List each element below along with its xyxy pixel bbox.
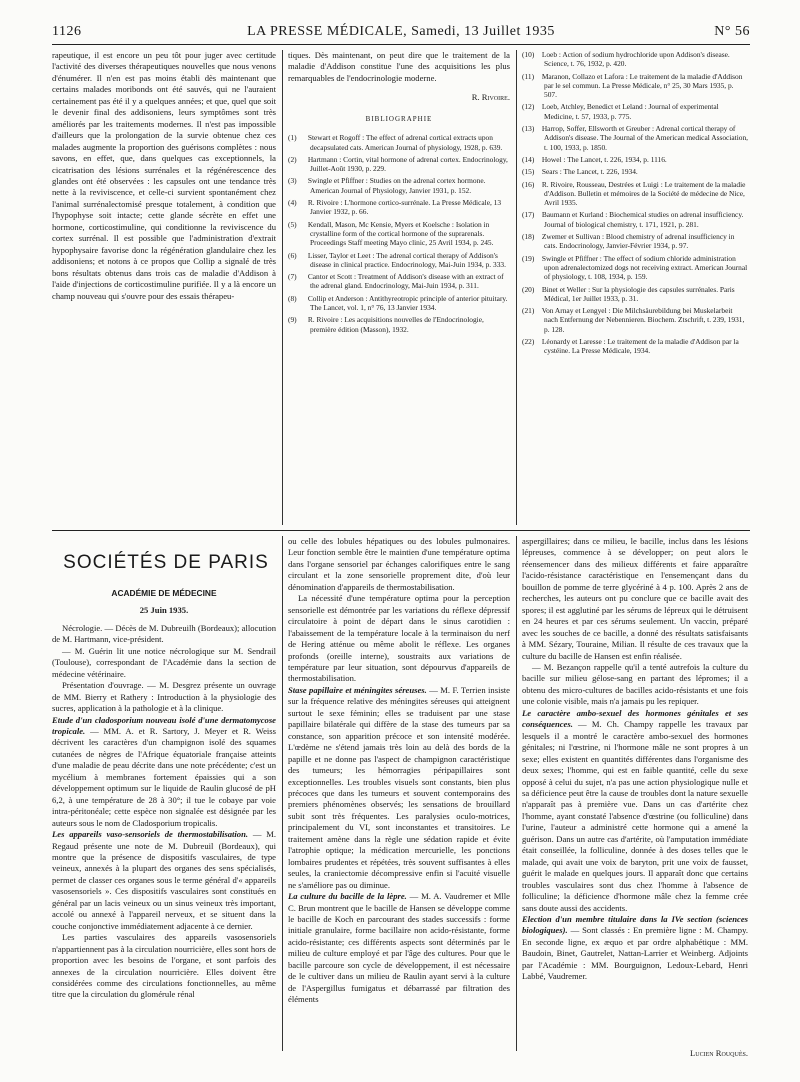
reference-text: Collip et Anderson : Antithyreotropic principle of anterior pituitary. The Lancet, vol. 1, n° 76, 13 Janvier 1934. bbox=[306, 293, 508, 313]
reference-number: (15) bbox=[522, 167, 535, 177]
bibliography-entry bbox=[522, 102, 748, 121]
reference-number: (20) bbox=[522, 284, 535, 294]
reference-text: Baumann et Kurland : Biochemical studies on adrenal insufficiency. Journal of biological chemistry, t. 171, 1921, p. 281. bbox=[540, 210, 744, 229]
reference-text: Howel : The Lancet, t. 226, 1934, p. 1116. bbox=[540, 154, 667, 164]
reference-text: Swingle et Pfiffner : The effect of sodium chloride administration upon adrenalectomized dogs not receiving extract. American Journal of physiology, t. 108, 1934, p. 159. bbox=[540, 253, 748, 282]
report-paragraph bbox=[52, 829, 276, 932]
reference-number: (10) bbox=[522, 50, 535, 59]
reference-text: Zwemer et Sullivan : Blood chemistry of adrenal insufficiency in cats. Endocrinology, Janvier-Février 1934, p. 97. bbox=[540, 232, 735, 251]
header-rule bbox=[52, 44, 750, 45]
reference-text: Maranon, Collazo et Lafora : Le traitement de la maladie d'Addison par le sel commun. La Presse Médicale, n° 25, 30 Mars 1935, p. 507. bbox=[540, 71, 743, 100]
journal-title: LA PRESSE MÉDICALE, Samedi, 13 Juillet 1935 bbox=[247, 24, 555, 39]
reference-number: (1) bbox=[288, 133, 297, 143]
reference-number: (22) bbox=[522, 337, 535, 347]
bibliography-entry bbox=[522, 167, 748, 176]
bibliography-entry bbox=[522, 285, 748, 304]
column-divider bbox=[282, 536, 283, 1051]
academie-heading: ACADÉMIE DE MÉDECINE bbox=[111, 588, 217, 598]
subheading: Election d'un membre titulaire dans la IVe section (sciences biologiques). bbox=[522, 913, 748, 936]
bibliography-entry bbox=[288, 294, 510, 313]
section-title: SOCIÉTÉS DE PARIS bbox=[63, 552, 269, 573]
societes-column-3 bbox=[522, 536, 748, 983]
issue-number: N° 56 bbox=[714, 24, 750, 39]
subheading-body: — Sont classés : En première ligne : M. Champy. En seconde ligne, ex æquo et par ordre alphabétique : MM. Baudoin, Binet, Gautrelet, Nattan-Larrier et Weinberg. Adjoints par l'Académie : MM. Bourguignon, Ledoux-Lebard, Henri Labbé, Vaudremer. bbox=[522, 925, 748, 982]
bibliography-entry bbox=[288, 198, 510, 217]
bibliography-entry bbox=[522, 155, 748, 164]
subheading: Le caractère ambo-sexuel des hormones génitales et ses conséquences. bbox=[522, 707, 748, 730]
reference-text: R. Rivoire, Rousseau, Destrées et Luigi : Le traitement de la maladie d'Addison. Bulletin et mémoires de la Société de médecine de Nice, Avril 1935. bbox=[540, 179, 746, 208]
bibliography-list bbox=[288, 133, 510, 334]
reference-text: Loeb, Atchley, Benedict et Leland : Journal of experimental Medicine, t. 57, 1933, p. 775. bbox=[540, 102, 719, 121]
report-paragraph: Les parties vasculaires des appareils vasosensoriels n'appartiennent pas à la circulation nourricière, elles sont hors de proportion avec les besoins de l'organe, et sont parfois des annexes de la circulation nourricière. Elles doivent être considérées comme des circulations fonctionnelles, au même titre que la circulation du glomérule rénal bbox=[52, 932, 276, 1000]
subheading: Les appareils vaso-sensoriels de thermostabilisation. bbox=[52, 829, 249, 840]
report-paragraph bbox=[288, 891, 510, 1006]
bibliography-heading: BIBLIOGRAPHIE bbox=[365, 114, 433, 123]
upper-right-column bbox=[522, 50, 748, 359]
report-signature: Lucien Rouquès. bbox=[690, 1048, 748, 1058]
reference-number: (2) bbox=[288, 154, 297, 164]
reference-number: (5) bbox=[288, 219, 297, 229]
session-date: 25 Juin 1935. bbox=[139, 605, 189, 616]
subheading-body: — MM. A. et R. Sartory, J. Meyer et R. Weiss décrivent les caractères d'un champignon isolé des squames cutanées de nègres de l'Afrique équatoriale française atteints d'une maladie de peau décrite dans une note précédente; c'est un mycélium à membranes fortement épaissies qui a son développement optimum sur le liquide de Raulin glucosé de pH 6,2, à une température de 28 à 30°; il tue le cobaye par voie intra-péritonéale; cette espèce non signalée est désignée par les auteurs sous le nom de Cladosporium tropicalis. bbox=[52, 725, 276, 828]
section-rule bbox=[52, 530, 750, 531]
upper-left-column bbox=[52, 50, 276, 302]
conclusion-paragraph: tiques. Dès maintenant, on peut dire que le traitement de la maladie d'Addison constitue l'une des acquisitions les plus remarquables de l'endocrinologie moderne. bbox=[288, 50, 510, 83]
bibliography-entry bbox=[288, 251, 510, 270]
bibliography-entry bbox=[288, 155, 510, 174]
column-divider bbox=[516, 536, 517, 1051]
column-divider bbox=[282, 50, 283, 525]
bibliography-entry bbox=[522, 210, 748, 229]
reference-text: Hartmann : Cortin, vital hormone of adrenal cortex. Endocrinology, Juillet-Août 1930, p. 229. bbox=[306, 154, 508, 174]
reference-number: (12) bbox=[522, 102, 535, 112]
reference-text: Binet et Weller : Sur la physiologie des capsules surrénales. Paris Médical, 1er Juillet 1933, p. 31. bbox=[540, 284, 735, 303]
bibliography-entry bbox=[288, 176, 510, 195]
bibliography-entry bbox=[522, 254, 748, 282]
bibliography-entry bbox=[522, 124, 748, 152]
bibliography-entry bbox=[522, 72, 748, 100]
report-paragraph: aspergillaires; dans ce milieu, le bacille, inclus dans les lésions lépreuses, commence à se développer; on peut alors le réensemencer dans des milieux différents et faire apparaître l'acido-résistance caractéristique en l'ensemençant dans du bouillon de pomme de terre glycériné à 4 p. 100. Après 2 ans de recherches, les auteurs ont pu conclure que ce bacille avait des spores; il est agglutiné par les sérums de lépreux qui le détruisent en 24 heures et par ces sérums seulement. Un vaccin, préparé avec les souches de ce bacille, a donné des résultats satisfaisants à MM. Sézary, Touraine, Milian. Il résulte de ces travaux que la culture du bacille de Hansen est enfin réalisée. bbox=[522, 536, 748, 661]
subheading-body: — M. Ch. Champy rappelle les travaux par lesquels il a montré le caractère ambo-sexuel des hormones génitales; ni l'œstrine, ni l'hormone mâle ne sont propres à un sexe; elles existent en quantités différentes dans l'organisme des deux sexes; l'homme, qui est en faible quantité, celle du sexe opposé à celui du sujet, n'a pas une action physiologique nulle et sa déficience peut être la cause de troubles dont la nature sexuelle n'apparaît pas à première vue. Dans un cas d'artérite chez l'homme, ayant constaté l'absence d'œstrine (ou folliculine) dans l'urine, l'auteur a administré cette hormone qui a amené la guérison. Dans un autre cas d'artérite, où l'amputation immédiate était conseillée, la folliculine, donnée à des doses telles que le malade, qui avait une voix de baryton, prit une voix de fausset, guérit le malade en quelques jours. Il apparaît donc que certains troubles vasculaires sont dus chez l'homme à l'absence de folliculine; la déficience d'hormone mâle chez la femme crée sans doute aussi des accidents. bbox=[522, 719, 748, 913]
bibliography-entry bbox=[522, 50, 748, 69]
subheading: Stase papillaire et méningites séreuses. bbox=[288, 684, 427, 695]
reference-number: (9) bbox=[288, 315, 297, 325]
subheading: Etude d'un cladosporium nouveau isolé d'une dermatomycose tropicale. bbox=[52, 714, 276, 736]
bibliography-entry bbox=[522, 232, 748, 251]
reference-number: (17) bbox=[522, 210, 535, 220]
reference-text: R. Rivoire : L'hormone cortico-surrénale. La Presse Médicale, 13 Janvier 1932, p. 66. bbox=[306, 198, 502, 217]
reference-text: Loeb : Action of sodium hydrochloride upon Addison's disease. Science, t. 76, 1932, p. 420. bbox=[540, 50, 730, 69]
report-paragraph: — M. Bezançon rappelle qu'il a tenté autrefois la culture du bacille sur milieu gélose-sang en partant des lépromes; il a obtenu des micro-cultures de bacilles acido-résistants et une fois une colonie visible, mais n'a jamais pu les repiquer. bbox=[522, 661, 748, 707]
report-paragraph bbox=[52, 715, 276, 830]
reference-number: (19) bbox=[522, 253, 535, 263]
bibliography-entry bbox=[522, 337, 748, 356]
subheading-body: — M. Regaud présente une note de M. Dubreuil (Bordeaux), qui montre que la présence de dispositifs vasculaires, de type veineux, annexés à la plupart des organes des sens spécialisés, permet de classer ces organes sous le terme général d'« appareils vasosensoriels ». Ces dispositifs vasculaires sont constitués en général par un lacis veineux ou un sinus veineux très important, accolé ou annexé à l'appareil nerveux, et se situent dans la couche conjonctive immédiatement adjacente à ce dernier. bbox=[52, 829, 276, 931]
author-signature: R. Rivoire. bbox=[471, 92, 510, 103]
reference-text: Von Arnay et Lengyel : Die Milchsäurebildung bei Muskelarbeit nach Entfernung der Nebennieren. Biochem. Ztschrift, t. 239, 1931, p. 128. bbox=[540, 306, 745, 334]
upper-middle-column bbox=[288, 50, 510, 337]
reference-text: R. Rivoire : Les acquisitions nouvelles de l'Endocrinologie, première édition (Masson), 1932. bbox=[306, 315, 484, 334]
reference-number: (4) bbox=[288, 198, 297, 208]
reference-number: (14) bbox=[522, 154, 535, 164]
bibliography-entry bbox=[288, 133, 510, 152]
reference-number: (16) bbox=[522, 179, 535, 189]
report-paragraph: Présentation d'ouvrage. — M. Desgrez présente un ouvrage de MM. Bierry et Rathery : Introduction à la physiologie des sucres, application à la pathologie et à la clinique. bbox=[52, 680, 276, 714]
bibliography-entry bbox=[288, 315, 510, 334]
report-paragraph: Nécrologie. — Décès de M. Dubreuilh (Bordeaux); allocution de M. Hartmann, vice-président. bbox=[52, 622, 276, 645]
societes-column-1 bbox=[52, 574, 276, 1001]
bibliography-entry bbox=[522, 180, 748, 208]
article-paragraph: rapeutique, il est encore un peu tôt pour juger avec certitude l'activité des diverses thérapeutiques nouvelles que nous venons d'énumérer. Il n'en est pas moins établi dès maintenant que certains malades moribonds ont été sauvés, qui ne l'auraient certainement pas été il y a quelques années; et que, quel que soit le devenir final des addisoniens, leurs symptômes sont très améliorés par les traitements modernes. Il n'est pas impossible d'ailleurs que la prolongation de la survie obtenue chez ces malades augmente la proportion des guérisons complètes : nous savons, en effet, que, dans quelques cas exceptionnels, la cicatrisation des lésions surrénales et la régénérescence des glandes ont été observées : les capsules ont une tendance très nette à la reviviscence, et celle-ci survient spontanément chez l'animal surrénalectomisé presque totalement, à condition que l'hypophyse soit intacte; cette glande sécrète en effet une hormone, corticostimuline, qui conditionne la reviviscence du cortex surrénal. Il est possible que l'administration d'extrait hypophysaire favorise donc la régénération glandulaire chez les addisoniens; et notons à ce propos que Collip a signalé de très bons résultats obtenus dans trois cas de maladie d'Addison à l'aide d'injections de corticostimuline purifiée. Il y a là encore un champ nouveau qui s'ouvre pour des essais thérapeu- bbox=[52, 50, 276, 301]
bibliography-entry bbox=[288, 220, 510, 248]
reference-number: (18) bbox=[522, 232, 535, 242]
column-divider bbox=[516, 50, 517, 525]
reference-text: Harrop, Soffer, Ellsworth et Greuber : Adrenal cortical therapy of Addison's disease. The Journal of the American medical Association, t. 100, 1933, p. 1850. bbox=[540, 124, 748, 152]
reference-text: Sears : The Lancet, t. 226, 1934. bbox=[540, 167, 638, 177]
reference-number: (7) bbox=[288, 272, 297, 282]
subheading: La culture du bacille de la lèpre. bbox=[288, 891, 407, 902]
subheading-body: — M. F. Terrien insiste sur la fréquence relative des méningites séreuses qui atteignent surtout le sexe féminin; elles se traduisent par une stase papillaire bilatérale qui diffère de la stase des tumeurs par sa constance, son apparition précoce et son intensité modérée. L'œdème ne s'étend jamais très loin au delà des bords de la papille et ne donne pas l'aspect de champignon caractéristique des tumeurs; les hémorragies péripapillaires sont exceptionnelles. Les troubles visuels sont constants, bien plus précoces que dans les tumeurs et souvent contemporains des premiers phénomènes observés; les sensations de brouillard subit sont très fréquentes. Les paralysies oculo-motrices, principalement du VI, sont inconstantes et transitoires. Le traitement amène dans la règle une sédation rapide et évite l'atrophie optique; la médication mercurielle, les ponctions lombaires prudentes et répétées, très souvent suffisantes à elles seules, la craniectomie décompressive enfin si l'acuité visuelle ne s'améliore pas ou diminue. bbox=[288, 684, 510, 890]
bibliography-entry bbox=[522, 306, 748, 334]
reference-number: (6) bbox=[288, 250, 297, 260]
reference-text: Swingle et Pfiffner : Studies on the adrenal cortex hormone. American Journal of Physiology, Janvier 1931, p. 152. bbox=[306, 176, 486, 195]
reference-number: (11) bbox=[522, 71, 535, 81]
page-number: 1126 bbox=[52, 24, 82, 39]
report-paragraph bbox=[522, 708, 748, 914]
report-paragraph: — M. Guérin lit une notice nécrologique sur M. Sendrail (Toulouse), correspondant de l'Académie dans la section de médecine vétérinaire. bbox=[52, 645, 276, 679]
reference-text: Kendall, Mason, Mc Kensie, Myers et Koelsche : Isolation in crystalline form of the cortical hormone of the suprarenals. Proceedings Staff meeting Mayo clinic, 25 Avril 1934, p. 245. bbox=[306, 219, 494, 248]
reference-text: Lisser, Taylor et Leet : The adrenal cortical therapy of Addison's disease in clinical practice. Endocrinology, Mai-Juin 1934, p. 333. bbox=[306, 250, 506, 269]
report-paragraph: La nécessité d'une température optima pour la perception sensorielle est démontrée par les variations du réflexe dépressif circulatoire à point de départ dans le sinus carotidien : l'abaissement de la température locale à la terminaison du nerf de Hering atténue ou même abolit le réflexe. Les organes profonds (oreille interne), soustraits aux variations de température par leur situation, sont dépourvus d'appareils de thermostabilisation. bbox=[288, 593, 510, 684]
reference-number: (13) bbox=[522, 124, 535, 134]
report-paragraph bbox=[288, 685, 510, 891]
bibliography-entry bbox=[288, 272, 510, 291]
subheading-body: — M. A. Vaudremer et Mlle C. Brun montrent que le bacille de Hansen se développe comme le bacille de Koch en parcourant des stades successifs : forme initiale granulaire, forme bacillaire non acido-résistante, forme acido-résistante; ces différents aspects sont déterminés par le milieu de culture employé et par l'âge des cultures. Pour que le bacille parcoure son cycle de développement, il est nécessaire de le cultiver dans un milieu de Raulin ayant servi à la culture de l'Aspergillus fumigatus et débarrassé par filtration des éléments bbox=[288, 891, 510, 1005]
reference-number: (21) bbox=[522, 306, 535, 316]
reference-number: (3) bbox=[288, 176, 297, 186]
reference-number: (8) bbox=[288, 293, 297, 303]
societes-column-2 bbox=[288, 536, 510, 1006]
reference-text: Léonardy et Laresse : Le traitement de la maladie d'Addison par la cystéine. La Presse Médicale, 1934. bbox=[540, 337, 739, 356]
report-paragraph bbox=[522, 914, 748, 983]
reference-text: Cantor et Scott : Treatment of Addison's disease with an extract of the adrenal gland. Endocrinology, Mai-Juin 1934, p. 311. bbox=[306, 272, 504, 291]
running-header bbox=[52, 24, 750, 42]
reference-text: Stewart et Rogoff : The effect of adrenal cortical extracts upon decapsulated cats. American Journal of physiology, 1928, p. 639. bbox=[306, 133, 503, 152]
report-paragraph: ou celle des lobules hépatiques ou des lobules pulmonaires. Leur fonction semble être le maintien d'une température optima dans l'organe sensoriel par échanges calorifiques entre le sang circulant et la zone sensorielle proprement dite, d'où leur dénomination d'appareils de thermostabilisation. bbox=[288, 536, 510, 592]
